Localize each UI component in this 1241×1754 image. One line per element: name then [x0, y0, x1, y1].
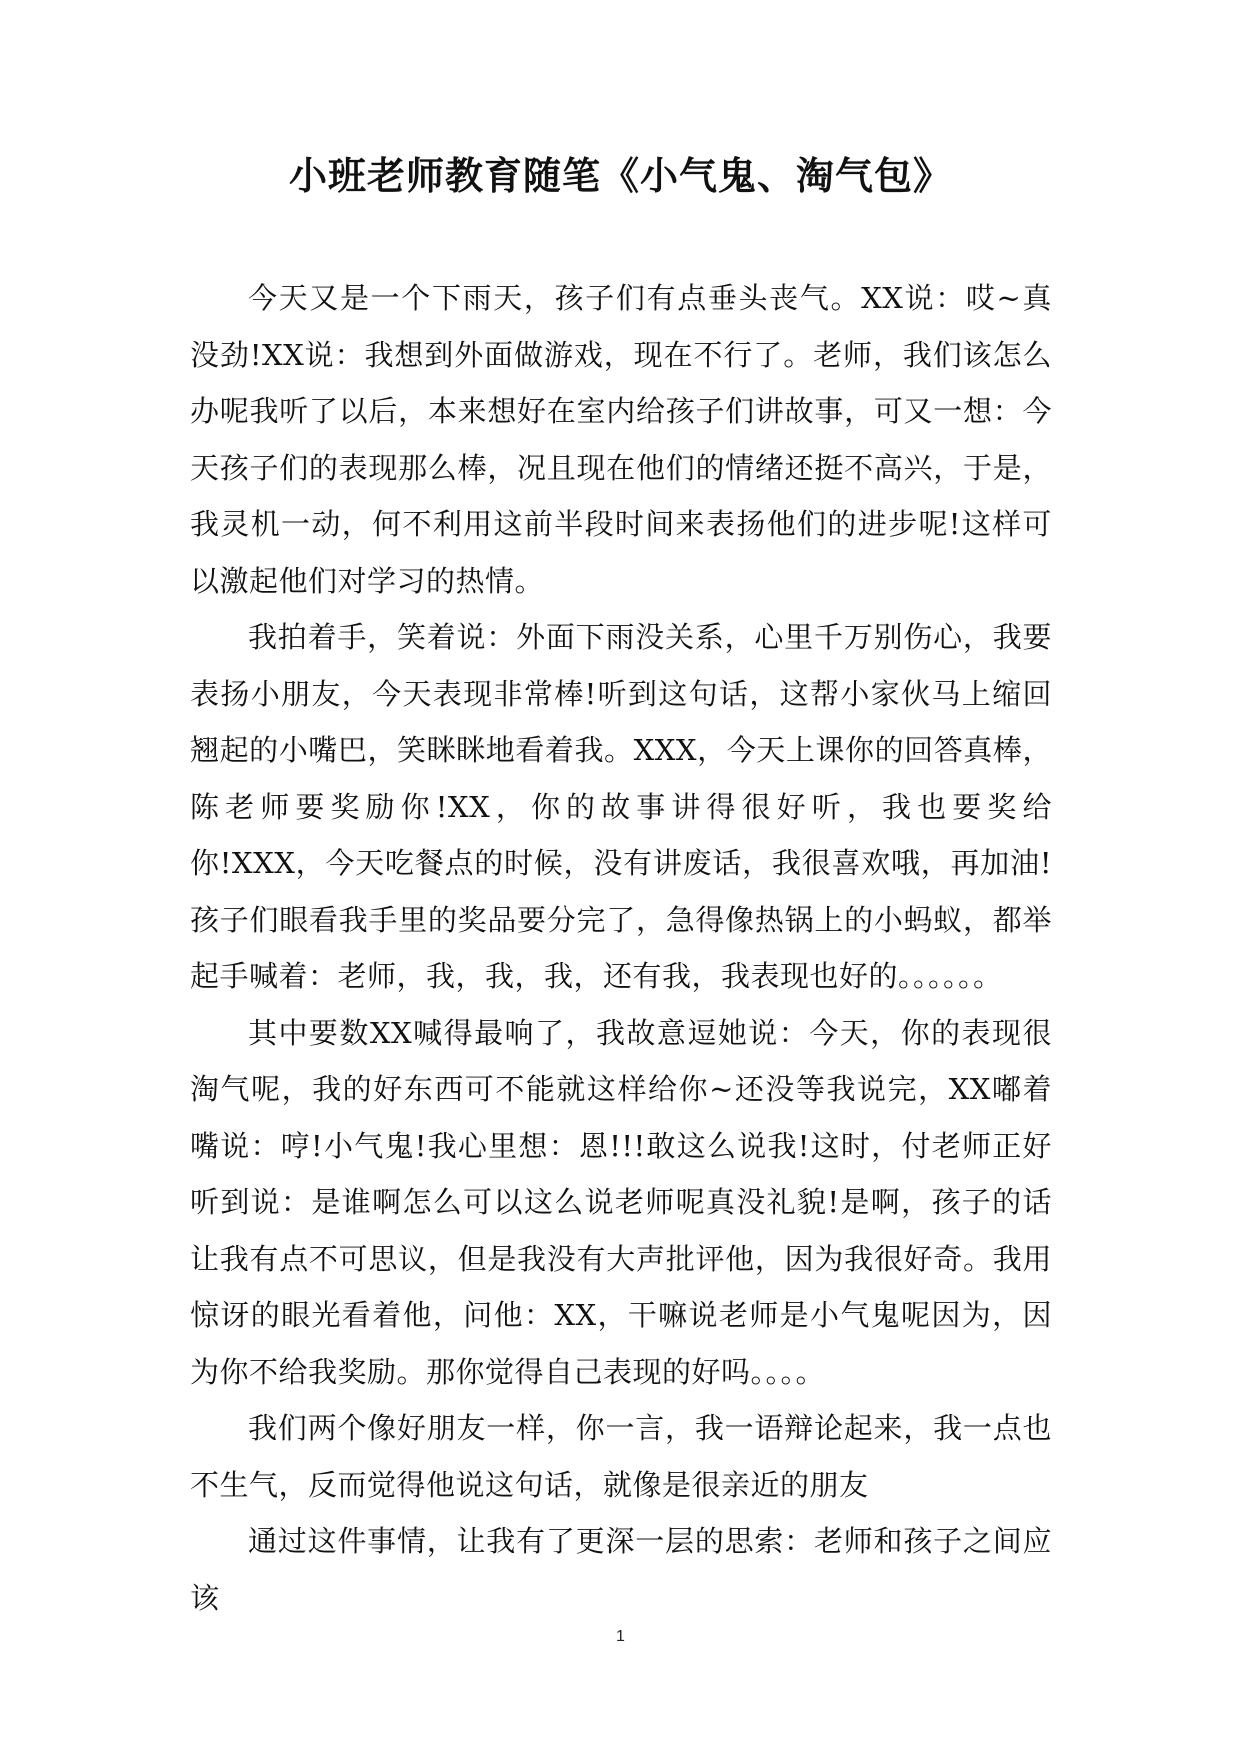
page-number: 1	[616, 1628, 625, 1645]
paragraph-4: 我们两个像好朋友一样，你一言，我一语辩论起来，我一点也不生气，反而觉得他说这句话，就像是很亲近的朋友	[190, 1411, 1052, 1502]
paragraph-5: 通过这件事情，让我有了更深一层的思索：老师和孩子之间应该	[190, 1524, 1052, 1615]
paragraph-1: 今天又是一个下雨天，孩子们有点垂头丧气。XX说：哎~真没劲!XX说：我想到外面做游戏，现在不行了。老师，我们该怎么办呢我听了以后，本来想好在室内给孩子们讲故事，可又一想：今天孩子们的表现那么棒，况且现在他们的情绪还挺不高兴，于是，我灵机一动，何不利用这前半段时间来表扬他们的进步呢!这样可以激起他们对学习的热情。	[190, 281, 1052, 598]
paragraph-2: 我拍着手，笑着说：外面下雨没关系，心里千万别伤心，我要表扬小朋友，今天表现非常棒!听到这句话，这帮小家伙马上缩回翘起的小嘴巴，笑眯眯地看着我。XXX，今天上课你的回答真棒，陈老师要奖励你!XX，你的故事讲得很好听，我也要奖给你!XXX，今天吃餐点的时候，没有讲废话，我很喜欢哦，再加油!孩子们眼看我手里的奖品要分完了，急得像热锅上的小蚂蚁，都举起手喊着：老师，我，我，我，还有我，我表现也好的。。。。。。	[190, 620, 1052, 993]
paragraph-3: 其中要数XX喊得最响了，我故意逗她说：今天，你的表现很淘气呢，我的好东西可不能就这样给你~还没等我说完，XX嘟着嘴说：哼!小气鬼!我心里想：恩!!!敢这么说我!这时，付老师正好听到说：是谁啊怎么可以这么说老师呢真没礼貌!是啊，孩子的话让我有点不可思议，但是我没有大声批评他，因为我很好奇。我用惊讶的眼光看着他，问他：XX，干嘛说老师是小气鬼呢因为，因为你不给我奖励。那你觉得自己表现的好吗。。。。	[190, 1015, 1052, 1389]
document-title: 小班老师教育随笔《小气鬼、淘气包》	[288, 153, 952, 198]
document-body	[190, 270, 1052, 1626]
